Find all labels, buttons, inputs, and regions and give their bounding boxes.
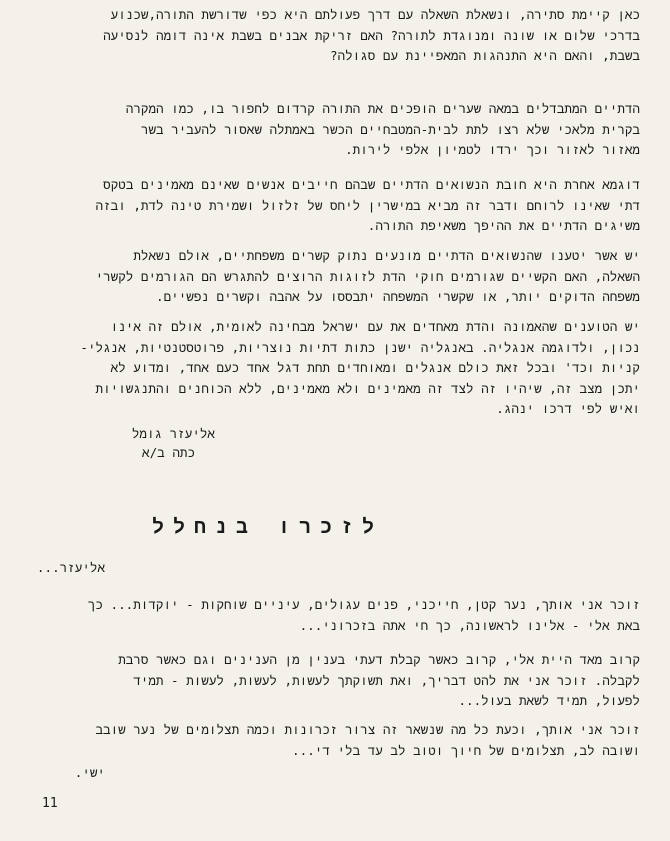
text-line: יש אשר יטענו שהנשואים הדתיים מונעים נתוק קשרים משפחתיים, אולם נשאלת xyxy=(133,248,640,263)
text-line: זוכר אני אותך, וכעת כל מה שנשאר זה צרור זכרונות וכמה תצלומים של נער שובב xyxy=(95,722,640,737)
article2-heading: לזכרו בנחלל xyxy=(151,514,383,538)
text-line: קרוב מאד היית אלי, קרוב כאשר קבלת דעתי בענין מן הענינים וגם כאשר סרבת xyxy=(118,652,640,667)
article1-paragraph-5 xyxy=(30,317,640,420)
article2-paragraph-1 xyxy=(30,595,640,636)
text-line: כאן קיימת סתירה, ונשאלת השאלה עם דרך פעולתם היא כפי שדורשת התורה,שכנוע xyxy=(110,7,640,22)
article1-author-class: כתה ב/א xyxy=(142,445,195,460)
text-line: בקרית מלאכי שלא רצו לתת לבית-המטבחיים הכשר באמתלה שאסור להעביר בשר xyxy=(140,121,640,137)
text-line: השאלה, האם הקשיים שגורמים חוקי הדת לזוגות הרוצים להתגרש הם הגורמים לקשרי xyxy=(95,268,640,284)
text-line: מאזור לאזור וכך ירדו לטמיון אלפי לירות. xyxy=(345,142,640,157)
text-line: נכון, ולדוגמה אנגליה. באנגליה ישנן כתות דתיות נוצריות, פרוטסטנטיות, אנגלי- xyxy=(80,339,640,355)
text-line: ואיש לפי דרכו ינהג. xyxy=(496,401,640,416)
text-line: לקבלה. זוכר אני את להט דבריך, ואת תשוקתך לעשות, לעשות, לעשות - תמיד xyxy=(133,672,640,688)
page-number: 11 xyxy=(42,796,58,811)
text-line: משפחה הדוקים יותר, או שקשרי המשפחה יתבססו על אהבה וקשרים נפשיים. xyxy=(156,289,640,304)
text-line: משיגים הדתיים את ההיפך משאיפת התורה. xyxy=(367,218,640,233)
article2-signature: ישי. xyxy=(74,765,105,780)
text-line: ושובה לב, תצלומים של חיוך וטוב לב עד בלי די... xyxy=(292,742,640,758)
article1-paragraph-4 xyxy=(30,246,640,308)
text-line: לפעול, תמיד לשאת בעול... xyxy=(458,693,640,708)
text-line: בשבת, והאם היא התנהגות המאפיינת עם סגולה? xyxy=(329,48,640,63)
text-line: קניות וכד' ובכל זאת כולם אנגלים ומאוחדים תחת דגל אחד כעם אחד, ומדוע לא xyxy=(110,360,640,375)
text-line: דתי שאינו לרוחם ודבר זה מביא במישרין ליחס של זלזול ושמירת טינה לדת, ובזה xyxy=(95,197,640,213)
text-line: בדרכי שלום או שונה ומנוגדת לתורה? האם זריקת אבנים בשבת אינה דומה לנסיעה xyxy=(103,27,640,43)
text-line: דוגמא אחרת היא חובת הנשואים הדתיים שבהם חייבים אנשים שאינם מאמינים בטקס xyxy=(103,177,640,192)
article1-paragraph-1 xyxy=(30,5,640,67)
article2-paragraph-2 xyxy=(30,650,640,712)
text-line: יתכן מצב זה, שיהיו זה לצד זה מאמינים ולא מאמינים, ללא הכוחנים והתנגשויות xyxy=(95,380,640,396)
article2-paragraph-3 xyxy=(30,720,640,761)
text-line: באת אלי - אלינו לראשונה, כך חי אתה בזכרוני... xyxy=(299,617,640,633)
text-line: יש הטוענים שהאמונה והדת מאחדים את עם ישראל מבחינה לאומית, אולם זה אינו xyxy=(110,319,640,334)
text-line: הדתיים המתבדלים במאה שערים הופכים את התורה קרדום לחפור בו, כמו המקרה xyxy=(125,101,640,116)
article1-paragraph-3 xyxy=(30,175,640,237)
article1-paragraph-2 xyxy=(30,99,640,161)
text-line: זוכר אני אותך, נער קטן, חייכני, פנים עגולים, עיניים שוחקות - יוקדות... כך xyxy=(87,597,640,612)
article2-greeting: אליעזר... xyxy=(36,560,105,575)
article1-author-name: אליעזר גומל xyxy=(131,426,215,441)
